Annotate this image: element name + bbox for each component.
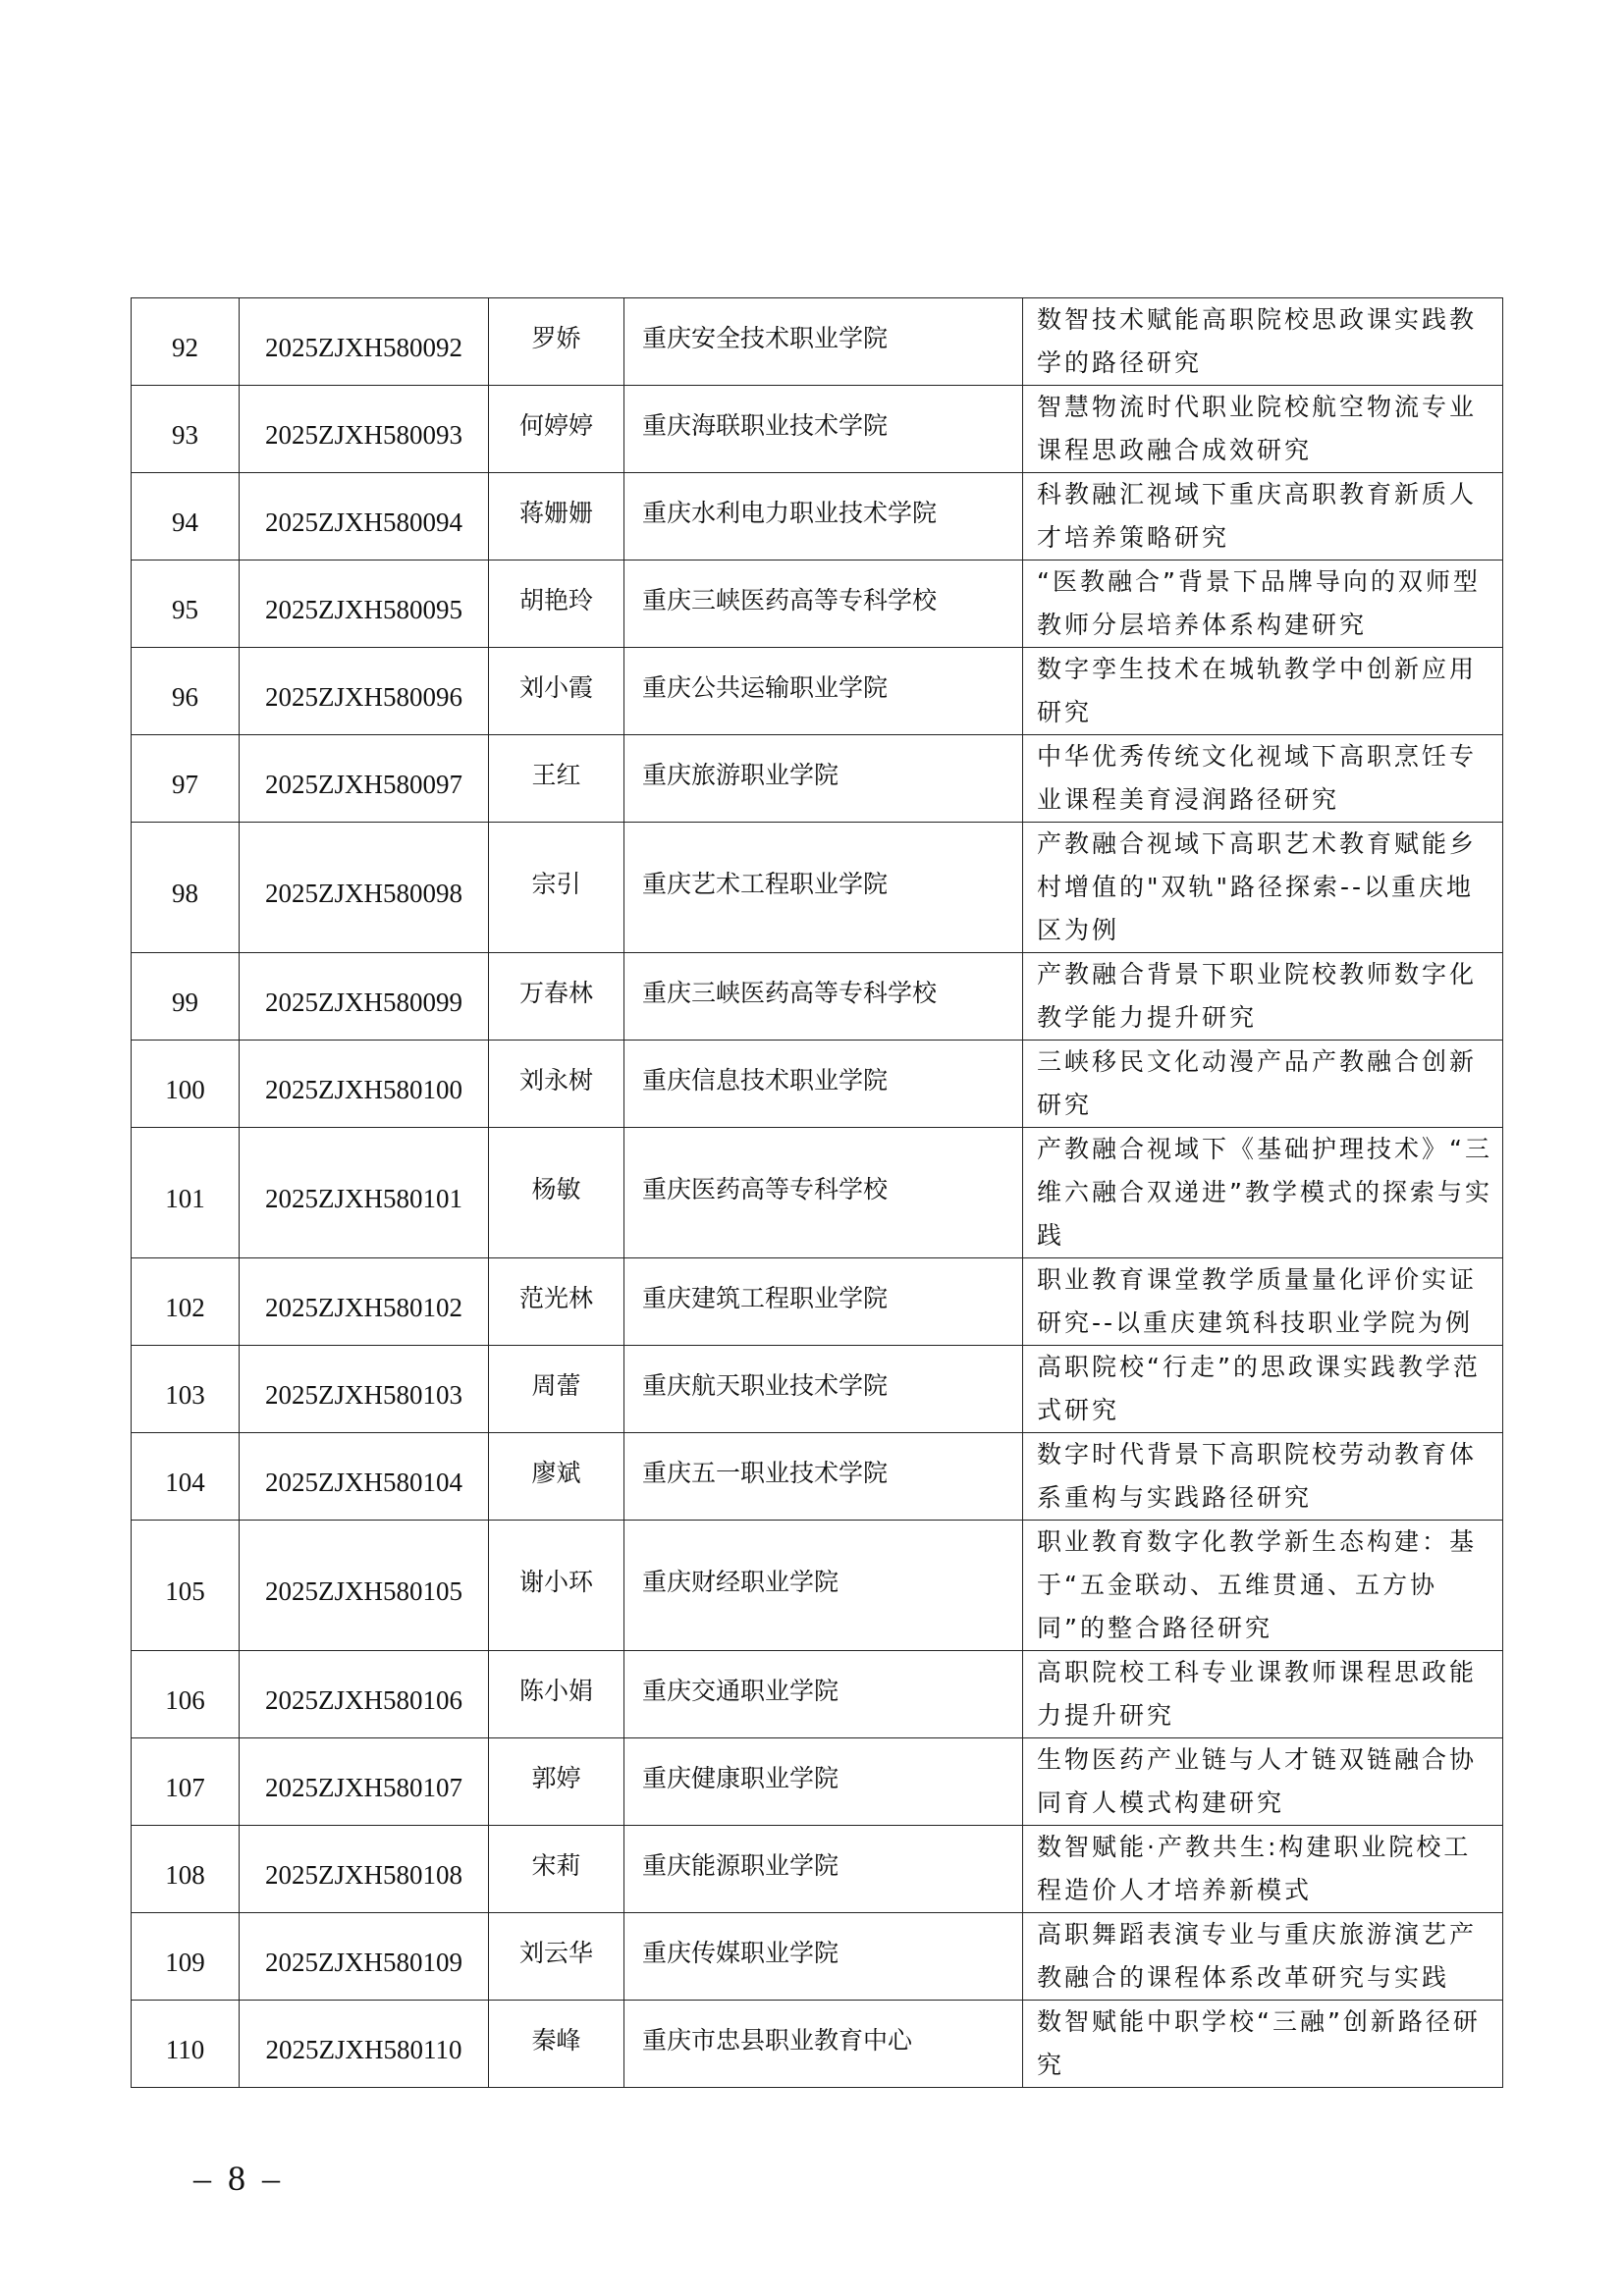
person-name: 范光林 — [489, 1258, 624, 1346]
row-number: 106 — [132, 1651, 240, 1738]
project-code: 2025ZJXH580104 — [240, 1433, 489, 1521]
person-name: 陈小娟 — [489, 1651, 624, 1738]
row-number: 109 — [132, 1913, 240, 2001]
institution-name: 重庆航天职业技术学院 — [624, 1346, 1023, 1433]
person-name: 宗引 — [489, 823, 624, 953]
project-title: 生物医药产业链与人才链双链融合协同育人模式构建研究 — [1023, 1738, 1503, 1826]
project-title: “医教融合”背景下品牌导向的双师型教师分层培养体系构建研究 — [1023, 561, 1503, 648]
project-code: 2025ZJXH580095 — [240, 561, 489, 648]
project-title: 智慧物流时代职业院校航空物流专业课程思政融合成效研究 — [1023, 386, 1503, 473]
table-row — [132, 823, 1503, 953]
row-number: 102 — [132, 1258, 240, 1346]
row-number: 97 — [132, 735, 240, 823]
row-number: 103 — [132, 1346, 240, 1433]
institution-name: 重庆旅游职业学院 — [624, 735, 1023, 823]
person-name: 廖斌 — [489, 1433, 624, 1521]
table-row — [132, 561, 1503, 648]
institution-name: 重庆海联职业技术学院 — [624, 386, 1023, 473]
project-code: 2025ZJXH580109 — [240, 1913, 489, 2001]
project-title: 三峡移民文化动漫产品产教融合创新研究 — [1023, 1041, 1503, 1128]
person-name: 秦峰 — [489, 2001, 624, 2088]
project-code: 2025ZJXH580103 — [240, 1346, 489, 1433]
project-code: 2025ZJXH580110 — [240, 2001, 489, 2088]
row-number: 92 — [132, 298, 240, 386]
institution-name: 重庆信息技术职业学院 — [624, 1041, 1023, 1128]
institution-name: 重庆公共运输职业学院 — [624, 648, 1023, 735]
row-number: 99 — [132, 953, 240, 1041]
page-number: – 8 – — [193, 2159, 284, 2198]
row-number: 100 — [132, 1041, 240, 1128]
project-code: 2025ZJXH580092 — [240, 298, 489, 386]
project-title: 数智技术赋能高职院校思政课实践教学的路径研究 — [1023, 298, 1503, 386]
project-title: 产教融合视域下《基础护理技术》“三维六融合双递进”教学模式的探索与实践 — [1023, 1128, 1503, 1258]
table-row — [132, 1738, 1503, 1826]
person-name: 王红 — [489, 735, 624, 823]
project-code: 2025ZJXH580097 — [240, 735, 489, 823]
person-name: 刘永树 — [489, 1041, 624, 1128]
table-row — [132, 735, 1503, 823]
project-code: 2025ZJXH580102 — [240, 1258, 489, 1346]
project-title: 高职院校工科专业课教师课程思政能力提升研究 — [1023, 1651, 1503, 1738]
institution-name: 重庆艺术工程职业学院 — [624, 823, 1023, 953]
person-name: 周蕾 — [489, 1346, 624, 1433]
project-title: 高职院校“行走”的思政课实践教学范式研究 — [1023, 1346, 1503, 1433]
project-title: 科教融汇视域下重庆高职教育新质人才培养策略研究 — [1023, 473, 1503, 561]
project-title: 中华优秀传统文化视域下高职烹饪专业课程美育浸润路径研究 — [1023, 735, 1503, 823]
project-title: 数智赋能·产教共生:构建职业院校工程造价人才培养新模式 — [1023, 1826, 1503, 1913]
project-code: 2025ZJXH580105 — [240, 1521, 489, 1651]
project-code: 2025ZJXH580108 — [240, 1826, 489, 1913]
row-number: 108 — [132, 1826, 240, 1913]
institution-name: 重庆市忠县职业教育中心 — [624, 2001, 1023, 2088]
row-number: 94 — [132, 473, 240, 561]
institution-name: 重庆健康职业学院 — [624, 1738, 1023, 1826]
project-code: 2025ZJXH580101 — [240, 1128, 489, 1258]
person-name: 刘小霞 — [489, 648, 624, 735]
row-number: 105 — [132, 1521, 240, 1651]
project-code: 2025ZJXH580098 — [240, 823, 489, 953]
institution-name: 重庆医药高等专科学校 — [624, 1128, 1023, 1258]
project-list-table — [131, 297, 1503, 2088]
table-row — [132, 2001, 1503, 2088]
project-code: 2025ZJXH580106 — [240, 1651, 489, 1738]
project-title: 职业教育课堂教学质量量化评价实证研究--以重庆建筑科技职业学院为例 — [1023, 1258, 1503, 1346]
person-name: 杨敏 — [489, 1128, 624, 1258]
row-number: 110 — [132, 2001, 240, 2088]
table-row — [132, 1521, 1503, 1651]
institution-name: 重庆传媒职业学院 — [624, 1913, 1023, 2001]
row-number: 96 — [132, 648, 240, 735]
institution-name: 重庆水利电力职业技术学院 — [624, 473, 1023, 561]
project-code: 2025ZJXH580096 — [240, 648, 489, 735]
person-name: 宋莉 — [489, 1826, 624, 1913]
project-title: 高职舞蹈表演专业与重庆旅游演艺产教融合的课程体系改革研究与实践 — [1023, 1913, 1503, 2001]
institution-name: 重庆能源职业学院 — [624, 1826, 1023, 1913]
table-row — [132, 1128, 1503, 1258]
project-title: 数智赋能中职学校“三融”创新路径研究 — [1023, 2001, 1503, 2088]
project-code: 2025ZJXH580100 — [240, 1041, 489, 1128]
project-title: 职业教育数字化教学新生态构建：基于“五金联动、五维贯通、五方协同”的整合路径研究 — [1023, 1521, 1503, 1651]
table-row — [132, 1913, 1503, 2001]
person-name: 何婷婷 — [489, 386, 624, 473]
project-code: 2025ZJXH580107 — [240, 1738, 489, 1826]
table-row — [132, 1258, 1503, 1346]
project-code: 2025ZJXH580094 — [240, 473, 489, 561]
table-row — [132, 648, 1503, 735]
project-code: 2025ZJXH580099 — [240, 953, 489, 1041]
row-number: 104 — [132, 1433, 240, 1521]
institution-name: 重庆三峡医药高等专科学校 — [624, 561, 1023, 648]
institution-name: 重庆交通职业学院 — [624, 1651, 1023, 1738]
person-name: 万春林 — [489, 953, 624, 1041]
project-title: 数字孪生技术在城轨教学中创新应用研究 — [1023, 648, 1503, 735]
project-title: 产教融合视域下高职艺术教育赋能乡村增值的"双轨"路径探索--以重庆地区为例 — [1023, 823, 1503, 953]
row-number: 107 — [132, 1738, 240, 1826]
row-number: 93 — [132, 386, 240, 473]
institution-name: 重庆安全技术职业学院 — [624, 298, 1023, 386]
project-title: 数字时代背景下高职院校劳动教育体系重构与实践路径研究 — [1023, 1433, 1503, 1521]
person-name: 谢小环 — [489, 1521, 624, 1651]
institution-name: 重庆三峡医药高等专科学校 — [624, 953, 1023, 1041]
row-number: 95 — [132, 561, 240, 648]
project-title: 产教融合背景下职业院校教师数字化教学能力提升研究 — [1023, 953, 1503, 1041]
table-row — [132, 1041, 1503, 1128]
institution-name: 重庆五一职业技术学院 — [624, 1433, 1023, 1521]
table-row — [132, 1651, 1503, 1738]
table-row — [132, 953, 1503, 1041]
table-row — [132, 386, 1503, 473]
row-number: 98 — [132, 823, 240, 953]
table-row — [132, 298, 1503, 386]
table-row — [132, 1826, 1503, 1913]
table-row — [132, 1433, 1503, 1521]
table-row — [132, 1346, 1503, 1433]
person-name: 胡艳玲 — [489, 561, 624, 648]
institution-name: 重庆建筑工程职业学院 — [624, 1258, 1023, 1346]
person-name: 罗娇 — [489, 298, 624, 386]
table-row — [132, 473, 1503, 561]
institution-name: 重庆财经职业学院 — [624, 1521, 1023, 1651]
row-number: 101 — [132, 1128, 240, 1258]
project-code: 2025ZJXH580093 — [240, 386, 489, 473]
person-name: 刘云华 — [489, 1913, 624, 2001]
person-name: 蒋姗姗 — [489, 473, 624, 561]
person-name: 郭婷 — [489, 1738, 624, 1826]
